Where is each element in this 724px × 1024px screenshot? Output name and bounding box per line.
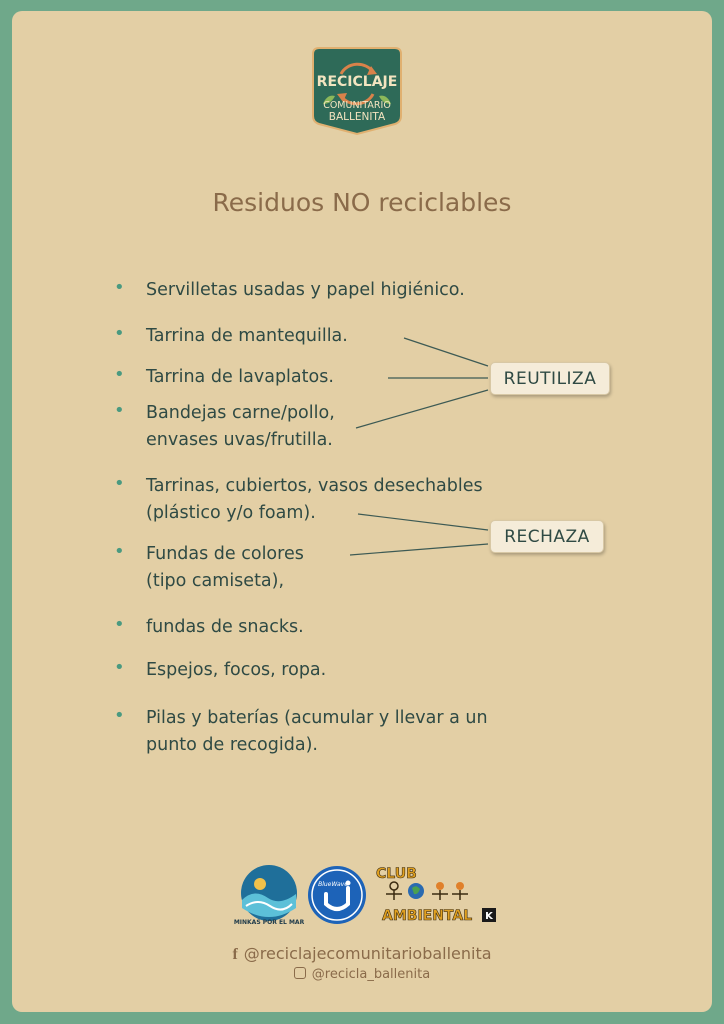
list-item-line: Tarrina de lavaplatos.: [146, 367, 334, 387]
list-item-line: Fundas de colores: [146, 544, 304, 564]
bullet-icon: •: [114, 400, 125, 421]
reuse-tag: REUTILIZA: [490, 362, 610, 395]
logo-line-2: COMUNITARIO: [323, 100, 391, 111]
list-item-line: Servilletas usadas y papel higiénico.: [146, 280, 465, 300]
sun-icon: [254, 878, 266, 890]
club-ambiental-logo: [372, 862, 500, 926]
list-item-line: Tarrina de mantequilla.: [146, 326, 348, 346]
instagram-icon: [294, 967, 306, 979]
list-item-line: Tarrinas, cubiertos, vasos desechables: [146, 476, 483, 496]
reject-tag: RECHAZA: [490, 520, 604, 553]
list-item-line: Espejos, focos, ropa.: [146, 660, 327, 680]
logo-line-1: RECICLAJE: [316, 74, 398, 90]
connector-line: [356, 390, 488, 428]
bullet-icon: •: [114, 541, 125, 562]
club-label: CLUB: [376, 866, 417, 882]
page-title: Residuos NO reciclables: [212, 188, 512, 217]
list-item: [146, 323, 348, 350]
list-item: [146, 277, 465, 304]
list-item: [146, 400, 335, 454]
club-badge: K: [485, 911, 493, 922]
logo-line-3: BALLENITA: [328, 111, 386, 123]
list-item-line: (tipo camiseta),: [146, 571, 285, 591]
instagram-row: [0, 966, 724, 982]
minkas-label: MINKAS POR EL MAR: [233, 919, 305, 926]
list-item: [146, 614, 304, 641]
connector-line: [350, 544, 488, 555]
connector-line: [404, 338, 488, 366]
facebook-icon: f: [232, 946, 238, 963]
facebook-handle[interactable]: @reciclajecomunitarioballenita: [243, 944, 492, 963]
bluewave-label: BlueWave: [318, 881, 348, 888]
list-item: [146, 541, 304, 595]
list-item-line: Bandejas carne/pollo,: [146, 403, 335, 423]
bullet-icon: •: [114, 323, 125, 344]
list-item-line: Pilas y baterías (acumular y llevar a un: [146, 708, 488, 728]
instagram-handle[interactable]: @recicla_ballenita: [311, 967, 431, 982]
bullet-icon: •: [114, 657, 125, 678]
bullet-icon: •: [114, 364, 125, 385]
list-item-line: envases uvas/frutilla.: [146, 430, 333, 450]
list-item-line: fundas de snacks.: [146, 617, 304, 637]
list-item: [146, 473, 483, 527]
list-item-line: punto de recogida).: [146, 735, 318, 755]
ambiental-label: AMBIENTAL: [382, 908, 473, 924]
bullet-icon: •: [114, 705, 125, 726]
list-item: [146, 364, 334, 391]
list-item: [146, 705, 488, 759]
list-item-line: (plástico y/o foam).: [146, 503, 316, 523]
bullet-icon: •: [114, 473, 125, 494]
bullet-icon: •: [114, 277, 125, 298]
minkas-logo: [233, 864, 305, 926]
bluewave-logo: [306, 864, 368, 926]
facebook-row: [0, 944, 724, 964]
kids-icon: [386, 882, 468, 900]
bullet-icon: •: [114, 614, 125, 635]
list-item: [146, 657, 326, 684]
